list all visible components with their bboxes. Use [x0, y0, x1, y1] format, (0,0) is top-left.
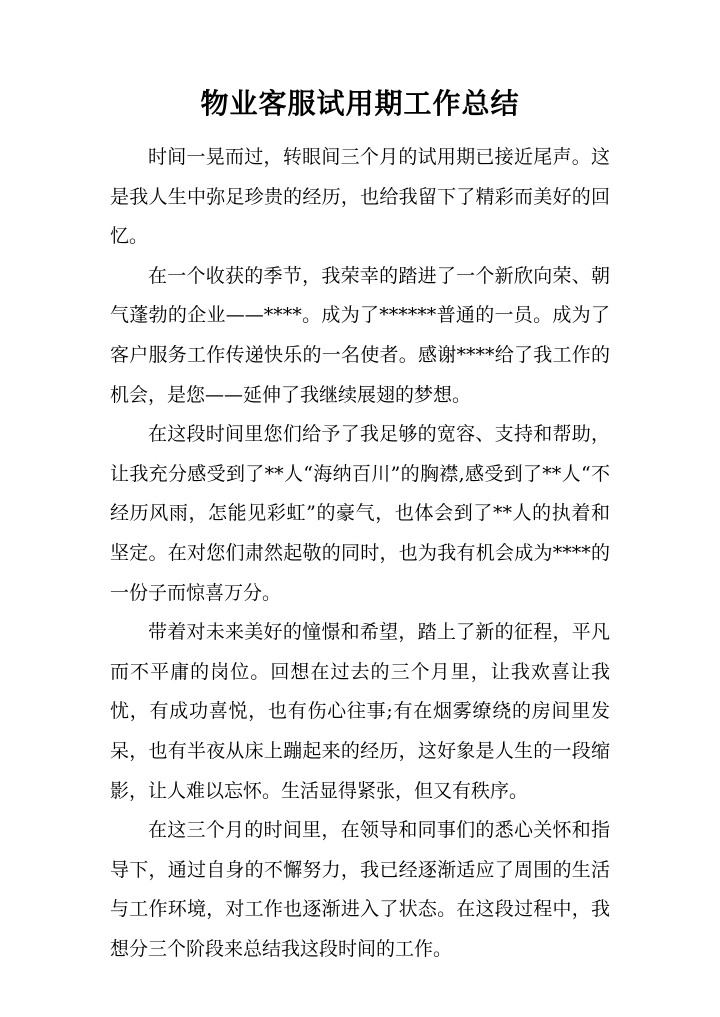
paragraph-1: 时间一晃而过，转眼间三个月的试用期已接近尾声。这是我人生中弥足珍贵的经历，也给我留下了精彩而美好的回忆。: [110, 146, 610, 248]
paragraph-3: 在这段时间里您们给予了我足够的宽容、支持和帮助，让我充分感受到了**人“海纳百川”的胸襟,感受到了**人“不经历风雨，怎能见彩虹”的豪气，也体会到了**人的执着和坚定。在对您们肃然起敬的同时，也为我有机会成为****的一份子而惊喜万分。: [110, 423, 610, 604]
paragraph-4: 带着对未来美好的憧憬和希望，踏上了新的征程，平凡而不平庸的岗位。回想在过去的三个月里，让我欢喜让我忧，有成功喜悦，也有伤心往事;有在烟雾缭绕的房间里发呆，也有半夜从床上蹦起来的经历，这好象是人生的一段缩影，让人难以忘怀。生活显得紧张，但又有秩序。: [110, 621, 610, 802]
paragraph-2: 在一个收获的季节，我荣幸的踏进了一个新欣向荣、朝气蓬勃的企业——****。成为了******普通的一员。成为了客户服务工作传递快乐的一名使者。感谢****给了我工作的机会，是您——延伸了我继续展翅的梦想。: [110, 264, 610, 406]
paragraph-5: 在这三个月的时间里，在领导和同事们的悉心关怀和指导下，通过自身的不懈努力，我已经逐渐适应了周围的生活与工作环境，对工作也逐渐进入了状态。在这段过程中，我想分三个阶段来总结我这段时间的工作。: [110, 819, 610, 960]
document-body: [110, 138, 610, 969]
document-title: 物业客服试用期工作总结: [200, 87, 520, 120]
